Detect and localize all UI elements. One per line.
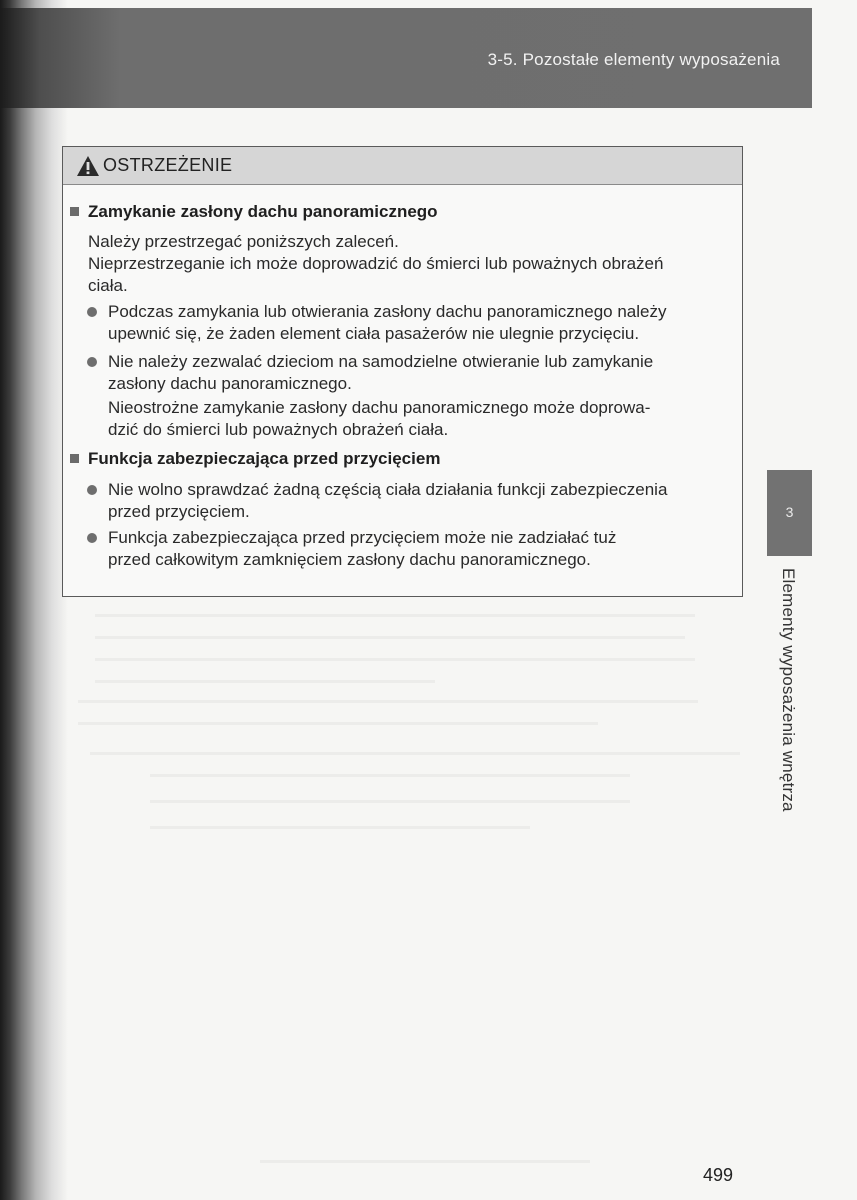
section-title: 3-5. Pozostałe elementy wyposażenia	[487, 50, 780, 69]
bullet-dot-icon	[87, 307, 97, 317]
warning-title: OSTRZEŻENIE	[103, 155, 233, 175]
bullet-line: Podczas zamykania lub otwierania zasłony dachu panoramicznego należy	[108, 302, 667, 321]
page-binding-shadow	[0, 0, 68, 1200]
section-square-icon	[70, 454, 79, 463]
bullet-line: przed całkowitym zamknięciem zasłony dachu panoramicznego.	[108, 550, 591, 569]
bleed-through-line	[150, 774, 630, 777]
bullet-dot-icon	[87, 533, 97, 543]
bullet-line: Funkcja zabezpieczająca przed przycięciem może nie zadziałać tuż	[108, 528, 617, 547]
bullet-line: upewnić się, że żaden element ciała pasażerów nie ulegnie przycięciu.	[108, 324, 640, 343]
bleed-through-line	[90, 752, 740, 755]
bleed-through-line	[150, 826, 530, 829]
bullet-line: dzić do śmierci lub poważnych obrażeń ciała.	[108, 420, 449, 439]
bullet-line: Nie wolno sprawdzać żadną częścią ciała działania funkcji zabezpieczenia	[108, 480, 668, 499]
bullet-line: Nieostrożne zamykanie zasłony dachu panoramicznego może doprowa-	[108, 398, 651, 417]
intro-line: Należy przestrzegać poniższych zaleceń.	[88, 232, 399, 251]
chapter-number: 3	[785, 504, 794, 520]
warning-header	[63, 147, 742, 185]
page-number: 499	[703, 1165, 734, 1185]
bleed-through-line	[150, 800, 630, 803]
bleed-through-line	[95, 658, 695, 661]
bullet-line: Nie należy zezwalać dzieciom na samodzielne otwieranie lub zamykanie	[108, 352, 654, 371]
bleed-through-line	[95, 614, 695, 617]
intro-line: ciała.	[88, 276, 128, 295]
warning-triangle-icon	[76, 155, 100, 177]
warning-box	[62, 146, 743, 597]
bleed-through-line	[95, 680, 435, 683]
bleed-through-line	[260, 1160, 590, 1163]
bullet-line: przed przycięciem.	[108, 502, 250, 521]
chapter-label: Elementy wyposażenia wnętrza	[779, 568, 798, 812]
bleed-through-line	[78, 700, 698, 703]
bullet-line: zasłony dachu panoramicznego.	[108, 374, 352, 393]
section-heading: Funkcja zabezpieczająca przed przycięciem	[88, 449, 441, 468]
section-square-icon	[70, 207, 79, 216]
section-heading: Zamykanie zasłony dachu panoramicznego	[88, 202, 438, 221]
header-band	[0, 8, 812, 108]
bleed-through-line	[95, 636, 685, 639]
bullet-dot-icon	[87, 485, 97, 495]
bullet-dot-icon	[87, 357, 97, 367]
intro-line: Nieprzestrzeganie ich może doprowadzić do śmierci lub poważnych obrażeń	[88, 254, 664, 273]
chapter-tab	[767, 470, 812, 556]
bleed-through-line	[78, 722, 598, 725]
